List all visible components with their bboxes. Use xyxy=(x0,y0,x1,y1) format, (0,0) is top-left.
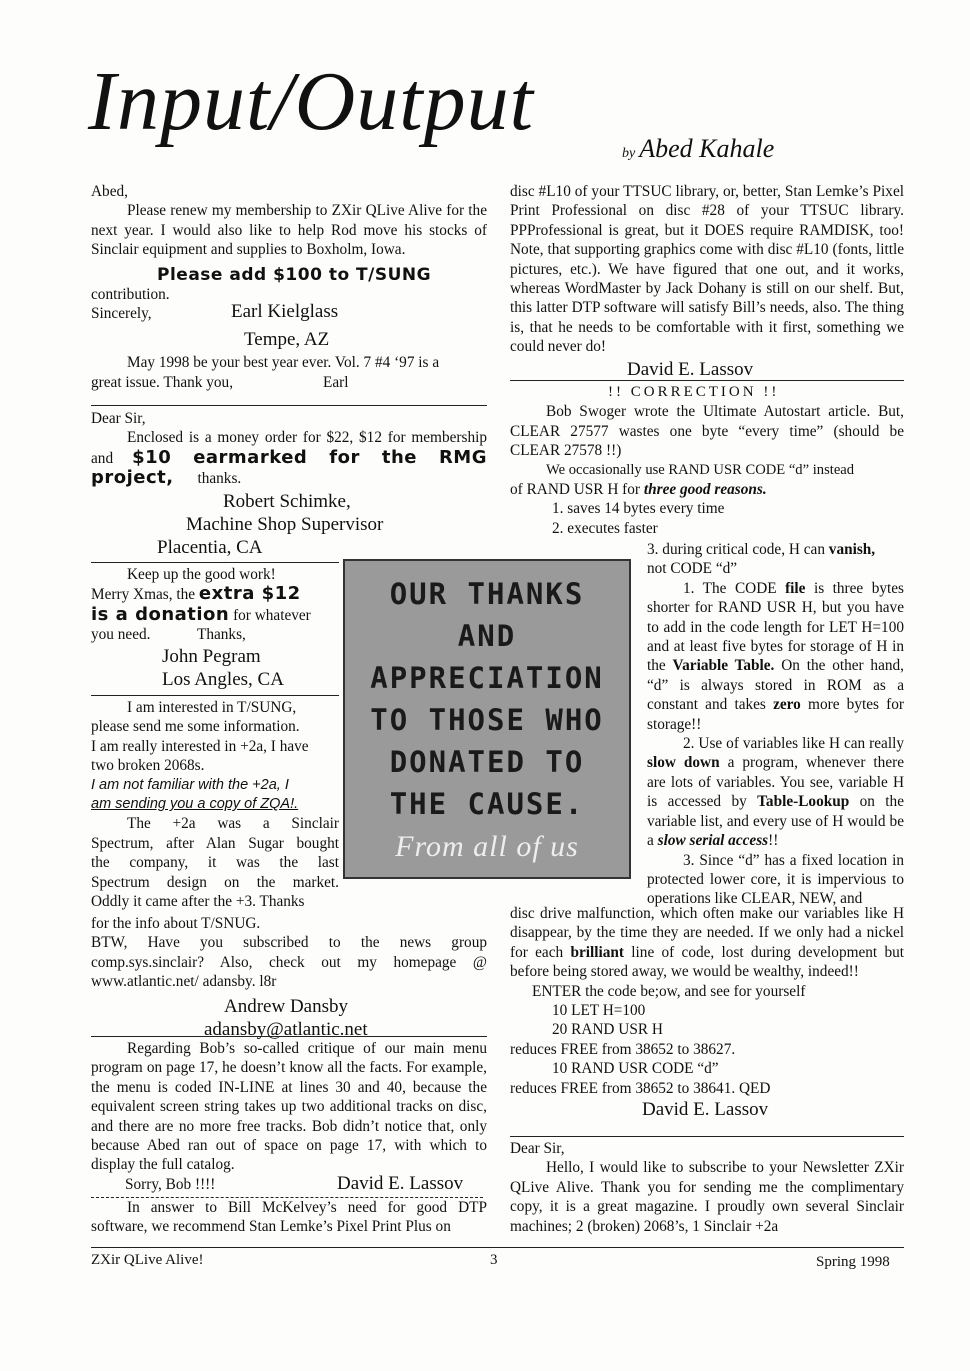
emphasis: three good reasons. xyxy=(643,481,767,499)
byline-author: Abed Kahale xyxy=(639,134,775,163)
letter-paragraph: Regarding Bob’s so-called critique of our main menu program on page 17, he doesn’t know all the facts. For example, the menu is coded IN-LINE at lines 30 and 40, because the equivalent screen string takes up two additional tracks on disc, and there are no more free tracks. Bob didn’t notice that, only because Abed ran out of space on page 17, with which to display the full catalog. xyxy=(91,1040,487,1174)
letter-line xyxy=(647,540,904,559)
footer-issue: Spring 1998 xyxy=(816,1254,890,1270)
letter-paragraph xyxy=(647,734,904,850)
letter-paragraph xyxy=(91,428,487,488)
signature-email: adansby@atlantic.net xyxy=(204,1018,368,1040)
emphasis: Table-Lookup xyxy=(757,793,850,811)
page-title: Input/Output xyxy=(88,55,534,148)
box-line: THE CAUSE. xyxy=(389,787,585,821)
letter-paragraph: disc #L10 of your TTSUC library, or, better, Stan Lemke’s Pixel Print Professional on disc #28 of your TTSUC library. PPProfessional is great, but it DOES require RAMDISK, too! Note, that supporting graphics come with disc #L10 (fonts, little pictures, etc.). We have figured that one out, and it works, whereas WordMaster by Jack Dohany is still on our shelf. But, this latter DTP software will satisfy Bill’s needs, also. The thing is, that he needs to be comfortable with it first, something we could never do! xyxy=(510,183,904,356)
letter-paragraph: Hello, I would like to subscribe to your Newsletter ZXir QLive Alive. Thank you for sending me the complimentary copy, it is a great magazine. I proudly own several Sinclair machines; 2 (broken) 2068’s, 1 Sinclair +2a xyxy=(510,1159,904,1235)
box-line: DONATED TO xyxy=(389,745,585,779)
letter-text: great issue. Thank you, xyxy=(91,373,234,391)
letter-text: !! xyxy=(768,832,779,850)
letter-text: Earl xyxy=(323,373,349,391)
letter-line xyxy=(91,605,339,625)
thanks-box xyxy=(343,559,631,879)
box-line: OUR THANKS xyxy=(389,577,585,611)
signature-name: David E. Lassov xyxy=(627,358,754,380)
right-column-2 xyxy=(510,383,904,538)
letter-text: Thanks, xyxy=(197,626,246,644)
letter-text: is three bytes shorter for RAND USR H, but you have to add in the code length for LET H=100 and at least five bytes for storage of H in the xyxy=(647,579,904,675)
letter-text: On the other hand, “d” is always stored in ROM as a constant and takes xyxy=(647,657,904,714)
box-from: From all of us xyxy=(395,830,579,863)
box-line: AND xyxy=(457,619,517,653)
letter-line xyxy=(91,584,339,604)
letter-paragraph: 3. Since “d” has a fixed location in protected lower core, it is impervious to operations like CLEAR, NEW, and xyxy=(647,851,904,908)
list-item: 1. saves 14 bytes every time xyxy=(552,500,725,518)
left-column-3 xyxy=(91,914,487,1041)
signature-row xyxy=(91,301,487,328)
letter-text: Sincerely, xyxy=(91,305,152,323)
emphasis: vanish, xyxy=(828,541,876,558)
letter-text: Merry Xmas, the xyxy=(91,586,196,604)
box-line: TO THOSE WHO xyxy=(370,703,604,737)
letter-text: I am interested in T/SUNG, xyxy=(127,699,297,716)
letter-text: Spectrum, after Alan Sugar bought xyxy=(91,834,339,852)
footer-publication: ZXir QLive Alive! xyxy=(91,1252,204,1268)
letter-text: reduces FREE from 38652 to 38627. xyxy=(510,1040,736,1058)
letter-text: please send me some information. xyxy=(91,718,300,736)
left-narrow-column xyxy=(91,565,339,691)
letter-text: ENTER the code be;ow, and see for yourself xyxy=(532,982,806,1000)
code-line: 20 RAND USR H xyxy=(552,1021,663,1039)
letter-text: of RAND USR H for xyxy=(510,481,641,499)
letter-paragraph xyxy=(647,579,904,734)
signature-name: Andrew Dansby xyxy=(224,995,349,1017)
letter-text: Sorry, Bob !!!! xyxy=(125,1175,216,1193)
signature-title: Machine Shop Supervisor xyxy=(186,513,384,535)
signature-name: Earl Kielglass xyxy=(231,301,339,323)
letter-paragraph xyxy=(510,904,904,982)
letter-text: Oddly it came after the +3. Thanks xyxy=(91,893,305,911)
letter-line xyxy=(91,625,339,645)
letter-text: two broken 2068s. xyxy=(91,757,205,775)
correction-heading: !! CORRECTION !! xyxy=(608,384,780,400)
divider xyxy=(91,695,339,696)
box-line: APPRECIATION xyxy=(370,661,604,695)
letter-text: I am really interested in +2a, I have xyxy=(91,737,309,755)
divider xyxy=(510,380,904,381)
left-column-2 xyxy=(91,409,487,559)
letter-line xyxy=(91,373,487,393)
letter-text: 3. during critical code, H can xyxy=(647,541,825,558)
letter-text: you need. xyxy=(91,626,151,644)
bold-callout: Please add $100 to T/SUNG xyxy=(157,264,432,285)
footer-rule xyxy=(91,1247,904,1248)
emphasis: file xyxy=(785,579,806,597)
right-column-3 xyxy=(510,904,904,1121)
divider xyxy=(91,1036,487,1037)
letter-text: for the info about T/SNUG. xyxy=(91,915,261,932)
signature-name: John Pegram xyxy=(162,646,261,668)
signature-name: David E. Lassov xyxy=(642,1099,769,1121)
letter-paragraph: In answer to Bill McKelvey’s need for good DTP software, we recommend Stan Lemke’s Pixel Print Plus on xyxy=(91,1198,487,1236)
left-column xyxy=(91,182,487,393)
list-item: 2. executes faster xyxy=(552,519,658,537)
emphasis: slow down xyxy=(647,754,720,772)
letter-paragraph: BTW, Have you subscribed to the news group comp.sys.sinclair? Also, check out my homepage @ www.atlantic.net/ adansby. l8r xyxy=(91,934,487,991)
letter-text: line of code, lost during development but before being stored away, we would be wealthy, indeed!! xyxy=(510,943,905,981)
signature-row xyxy=(91,1172,483,1198)
letter-text: the company, it was the last xyxy=(91,854,339,872)
letter-text: thanks. xyxy=(197,470,242,488)
letter-text: a program, whenever there are lots of variables. You see, variable H is accessed by xyxy=(647,754,904,811)
italic-note: I am not familiar with the +2a, I xyxy=(91,776,289,793)
letter-text: more bytes for storage!! xyxy=(647,696,904,733)
right-narrow-column xyxy=(647,540,904,909)
byline xyxy=(622,134,774,164)
left-column-4 xyxy=(91,1039,487,1237)
divider xyxy=(91,405,487,406)
left-narrow-column-2 xyxy=(91,698,339,911)
letter-text: contribution. xyxy=(91,286,170,304)
bold-callout: $10 earmarked for the RMG project, xyxy=(91,446,487,489)
code-line: 10 RAND USR CODE “d” xyxy=(552,1060,719,1078)
letter-text: May 1998 be your best year ever. Vol. 7 #4 ‘97 is a xyxy=(127,354,440,372)
letter-text: Enclosed is a money order for $22, $12 for membership and xyxy=(91,429,487,467)
letter-line xyxy=(510,480,904,499)
letter-text: 1. The CODE xyxy=(683,579,777,597)
letter-text: 2. Use of variables like H can really xyxy=(683,735,904,753)
greeting: Abed, xyxy=(91,183,128,200)
right-column xyxy=(510,182,904,381)
right-column-4 xyxy=(510,1139,904,1236)
divider xyxy=(510,1136,904,1137)
letter-text: for whatever xyxy=(233,606,311,624)
letter-text: disc drive malfunction, which often make our variables like H disappear, by the time they are needed. If we only had a nickel for each xyxy=(510,905,904,961)
letter-text: reduces FREE from 38652 to 38641. QED xyxy=(510,1079,771,1097)
letter-text: We occasionally use RAND USR CODE “d” instead xyxy=(546,461,855,478)
byline-by: by xyxy=(622,146,636,161)
page-number: 3 xyxy=(490,1252,498,1268)
signature-place: Placentia, CA xyxy=(157,536,263,558)
letter-text: on the variable list, and every use of H would be a xyxy=(647,793,904,850)
emphasis: brilliant xyxy=(570,943,624,961)
emphasis: zero xyxy=(773,696,801,714)
signature-name: Robert Schimke, xyxy=(223,490,351,512)
italic-note: am sending you a copy of ZQA!. xyxy=(91,796,299,813)
signature-place: Tempe, AZ xyxy=(244,329,330,351)
letter-paragraph: Bob Swoger wrote the Ultimate Autostart article. But, CLEAR 27577 wastes one byte “every time” (should be CLEAR 27578 !!) xyxy=(510,403,904,460)
letter-text: Keep up the good work! xyxy=(127,566,276,583)
divider xyxy=(91,562,339,563)
code-line: 10 LET H=100 xyxy=(552,1002,646,1020)
letter-text: not CODE “d” xyxy=(647,560,738,578)
bold-callout: is a donation xyxy=(91,603,230,625)
greeting: Dear Sir, xyxy=(510,1140,565,1157)
emphasis: Variable Table. xyxy=(672,657,775,675)
signature-place: Los Angles, CA xyxy=(162,669,284,691)
signature-name: David E. Lassov xyxy=(337,1172,464,1194)
letter-paragraph: Please renew my membership to ZXir QLive Alive for the next year. I would also like to help Rod move his stocks of Sinclair equipment and supplies to Boxholm, Iowa. xyxy=(91,202,487,259)
letter-text: Spectrum design on the market. xyxy=(91,873,339,891)
bold-callout: extra $12 xyxy=(198,583,301,605)
emphasis: slow serial access xyxy=(657,832,769,850)
letter-text: The +2a was a Sinclair xyxy=(127,815,339,833)
greeting: Dear Sir, xyxy=(91,410,146,427)
